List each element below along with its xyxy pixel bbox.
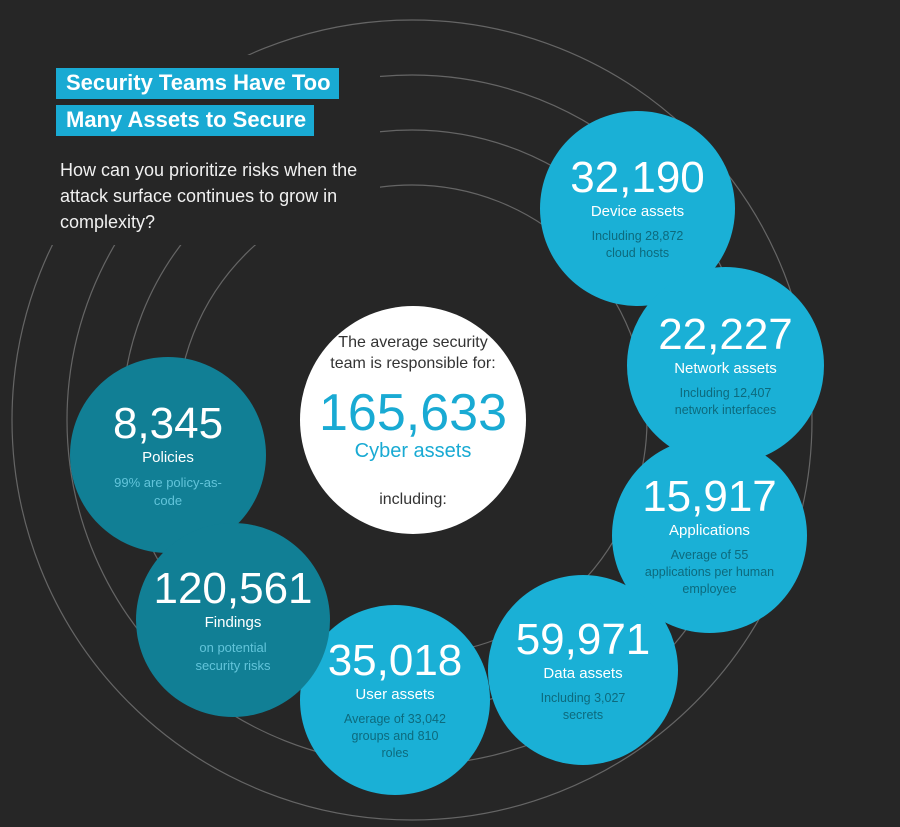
stat-detail: 99% are policy-as-code	[114, 474, 222, 508]
stat-label: Findings	[204, 613, 262, 631]
stat-detail: on potential security risks	[195, 639, 271, 673]
stat-value: 15,917	[642, 471, 777, 521]
stat-value: 59,971	[515, 614, 651, 664]
stat-value: 35,018	[327, 636, 463, 685]
total-label: Cyber assets	[354, 439, 472, 462]
data-assets-circle	[488, 575, 678, 765]
subtitle: How can you prioritize risks when the attack surface continues to grow in complexity?	[60, 160, 358, 232]
stat-value: 120,561	[153, 563, 313, 613]
stat-label: Data assets	[543, 664, 623, 682]
stat-label: Applications	[669, 521, 750, 539]
center-footer: including:	[379, 490, 447, 508]
stat-detail: Including 3,027 secrets	[540, 690, 626, 722]
stat-value: 8,345	[112, 398, 224, 448]
stat-label: Policies	[142, 448, 194, 466]
findings-circle	[136, 523, 330, 717]
stat-value: 32,190	[570, 153, 705, 202]
page-title	[56, 68, 339, 142]
stat-label: User assets	[355, 686, 435, 703]
stat-detail: Average of 55 applications per human employee	[644, 547, 775, 596]
total-assets-circle	[300, 306, 526, 534]
total-value: 165,633	[319, 383, 507, 442]
stat-label: Network assets	[674, 360, 777, 377]
title-line-1: Security Teams Have Too	[56, 68, 339, 99]
stat-detail: Including 28,872 cloud hosts	[591, 229, 684, 260]
stat-detail: Including 12,407 network interfaces	[674, 386, 777, 417]
title-line-2: Many Assets to Secure	[56, 105, 314, 136]
network-assets-circle	[627, 267, 824, 464]
stat-value: 22,227	[658, 310, 793, 359]
stat-label: Device assets	[590, 203, 685, 220]
stat-detail: Average of 33,042 groups and 810 roles	[344, 712, 446, 760]
center-intro: The average security team is responsible for:	[330, 333, 496, 372]
